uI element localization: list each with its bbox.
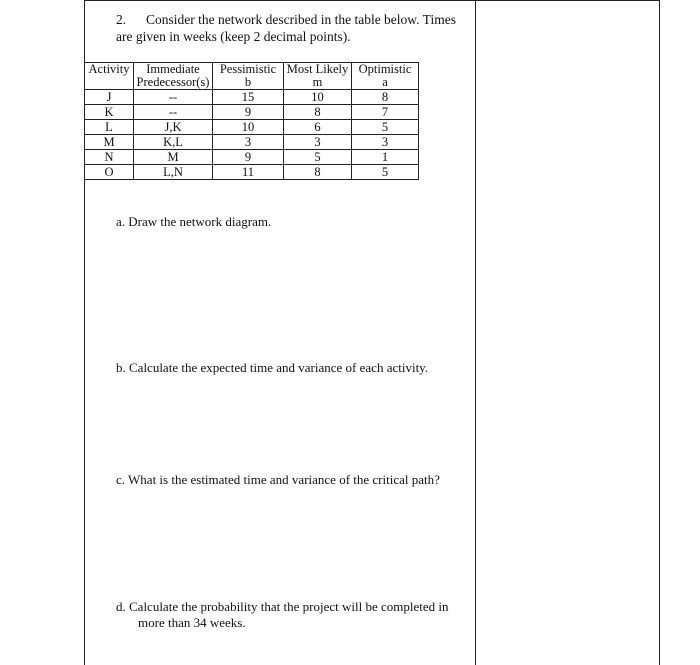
cell-most-likely: 5 — [284, 150, 352, 165]
table-row — [85, 105, 419, 120]
cell-optimistic: 7 — [352, 105, 419, 120]
part-d-prompt — [116, 599, 476, 631]
table-row — [85, 120, 419, 135]
table-header-row — [85, 63, 419, 90]
cell-predecessor: M — [134, 150, 213, 165]
part-a-prompt: a. Draw the network diagram. — [116, 214, 272, 229]
column-divider — [475, 0, 476, 665]
activity-table — [84, 62, 419, 180]
cell-activity: N — [85, 150, 134, 165]
cell-pessimistic: 15 — [213, 90, 284, 105]
cell-optimistic: 5 — [352, 120, 419, 135]
question-number: 2. — [116, 12, 127, 27]
cell-most-likely: 8 — [284, 105, 352, 120]
question-intro: Consider the network described in the table below. Times are given in weeks (keep 2 decimal points). — [116, 12, 456, 44]
cell-activity: J — [85, 90, 134, 105]
part-b-prompt: b. Calculate the expected time and variance of each activity. — [116, 360, 429, 375]
header-predecessors: Immediate Predecessor(s) — [134, 63, 213, 90]
header-most-likely: Most Likely m — [284, 63, 352, 90]
question-header — [116, 11, 474, 45]
cell-activity: O — [85, 165, 134, 180]
cell-most-likely: 6 — [284, 120, 352, 135]
table-row — [85, 150, 419, 165]
cell-activity: K — [85, 105, 134, 120]
part-d-line2: more than 34 weeks. — [138, 615, 246, 630]
cell-most-likely: 8 — [284, 165, 352, 180]
cell-most-likely: 10 — [284, 90, 352, 105]
cell-pessimistic: 9 — [213, 150, 284, 165]
cell-optimistic: 3 — [352, 135, 419, 150]
cell-predecessor: K,L — [134, 135, 213, 150]
cell-activity: M — [85, 135, 134, 150]
cell-pessimistic: 10 — [213, 120, 284, 135]
cell-pessimistic: 11 — [213, 165, 284, 180]
table-row — [85, 135, 419, 150]
header-activity: Activity — [85, 63, 134, 90]
cell-activity: L — [85, 120, 134, 135]
table-row — [85, 165, 419, 180]
part-c-prompt: c. What is the estimated time and variance of the critical path? — [116, 472, 440, 487]
header-optimistic: Optimistic a — [352, 63, 419, 90]
cell-predecessor: -- — [134, 105, 213, 120]
cell-optimistic: 8 — [352, 90, 419, 105]
cell-predecessor: -- — [134, 90, 213, 105]
top-border — [84, 0, 660, 1]
header-pessimistic: Pessimistic b — [213, 63, 284, 90]
cell-pessimistic: 9 — [213, 105, 284, 120]
table-row — [85, 90, 419, 105]
part-d-line1: d. Calculate the probability that the project will be completed in — [116, 599, 449, 614]
cell-optimistic: 5 — [352, 165, 419, 180]
cell-predecessor: L,N — [134, 165, 213, 180]
right-border — [659, 0, 660, 665]
cell-pessimistic: 3 — [213, 135, 284, 150]
cell-predecessor: J,K — [134, 120, 213, 135]
cell-optimistic: 1 — [352, 150, 419, 165]
cell-most-likely: 3 — [284, 135, 352, 150]
